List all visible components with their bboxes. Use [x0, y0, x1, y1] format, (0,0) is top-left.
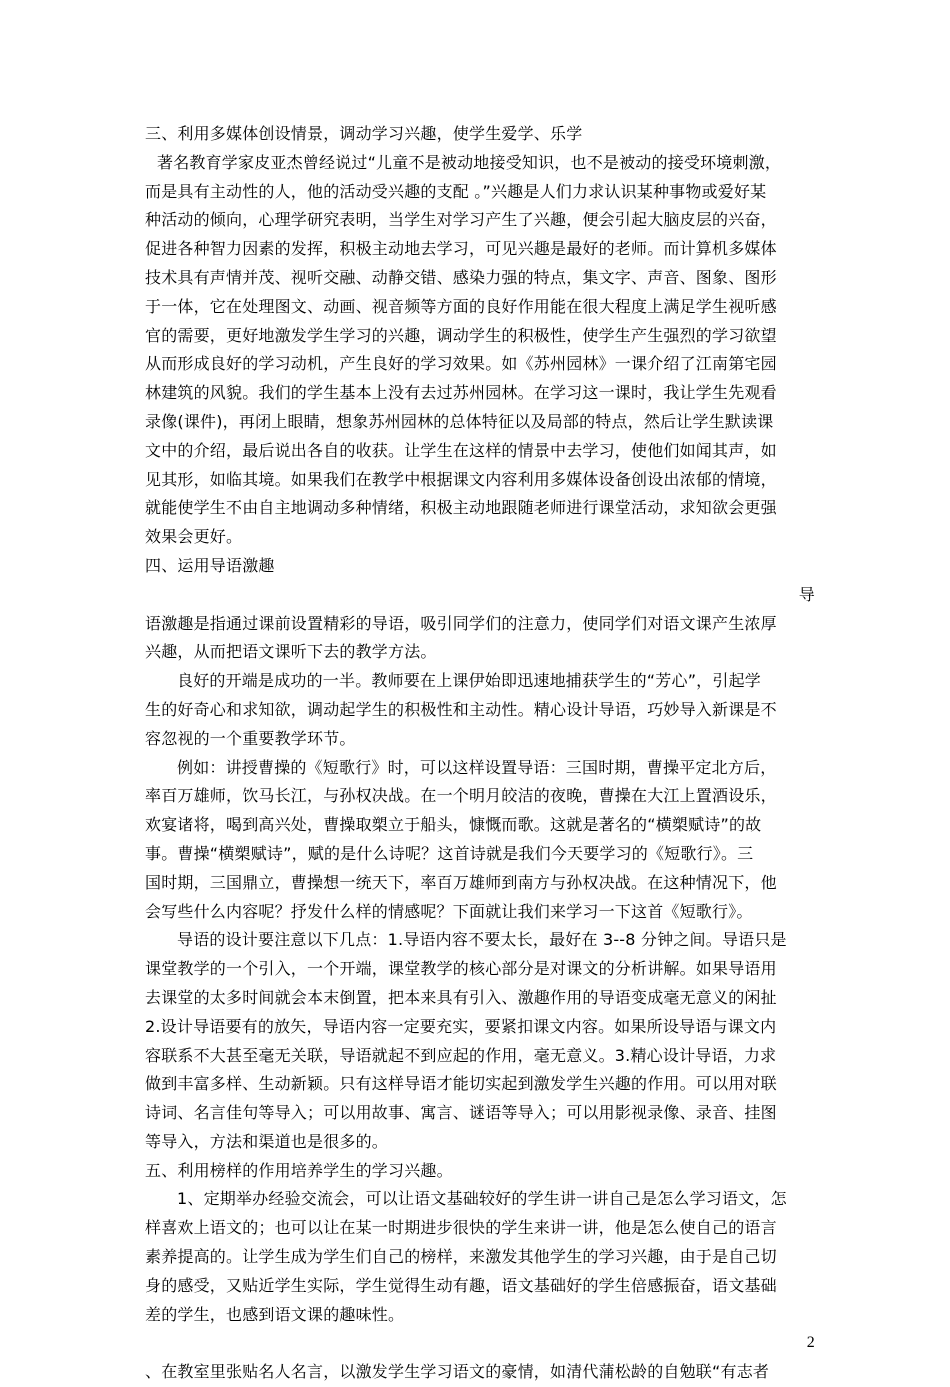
text-line: 事。曹操“横槊赋诗”，赋的是什么诗呢？这首诗就是我们今天要学习的《短歌行》。三 [145, 843, 754, 863]
text-line: 录像(课件)，再闭上眼睛，想象苏州园林的总体特征以及局部的特点，然后让学生默读课 [145, 411, 774, 431]
text-line: 会写些什么内容呢？抒发什么样的情感呢？下面就让我们来学习一下这首《短歌行》。 [145, 901, 753, 921]
text-line: 官的需要，更好地激发学生学习的兴趣，调动学生的积极性，使学生产生强烈的学习欲望 [145, 325, 777, 345]
text-line: 国时期，三国鼎立，曹操想一统天下，率百万雄师到南方与孙权决战。在这种情况下，他 [145, 872, 777, 892]
text-line: 见其形，如临其境。如果我们在教学中根据课文内容利用多媒体设备创设出浓郁的情境， [145, 469, 777, 489]
text-line: 效果会更好。 [145, 527, 243, 547]
text-line: 著名教育学家皮亚杰曾经说过“儿童不是被动地接受知识，也不是被动的接受环境刺激， [157, 152, 782, 172]
text-line: 文中的介绍，最后说出各自的收获。让学生在这样的情景中去学习，使他们如闻其声，如 [145, 440, 777, 460]
text-line: 做到丰富多样、生动新颖。只有这样导语才能切实起到激发学生兴趣的作用。可以用对联 [145, 1074, 777, 1094]
text-line: 课堂教学的一个引入，一个开端，课堂教学的核心部分是对课文的分析讲解。如果导语用 [145, 959, 777, 979]
text-line: 种活动的倾向，心理学研究表明，当学生对学习产生了兴趣，便会引起大脑皮层的兴奋， [145, 210, 777, 230]
section-heading: 四、运用导语激趣 [145, 555, 275, 575]
text-line: 而是具有主动性的人，他的活动受兴趣的支配 。”兴趣是人们力求认识某种事物或爱好某 [145, 181, 767, 201]
text-line: 等导入，方法和渠道也是很多的。 [145, 1131, 389, 1151]
text-line: 样喜欢上语文的；也可以让在某一时期进步很快的学生来讲一讲，他是怎么使自己的语言 [145, 1218, 777, 1238]
text-line: 良好的开端是成功的一半。教师要在上课伊始即迅速地捕获学生的“芳心”，引起学 [177, 671, 761, 691]
text-line: 导 [798, 584, 815, 604]
text-line: 1、定期举办经验交流会，可以让语文基础较好的学生讲一讲自己是怎么学习语文，怎 [177, 1189, 787, 1209]
document-page [145, 120, 815, 1387]
text-line: 语激趣是指通过课前设置精彩的导语，吸引同学们的注意力，使同学们对语文课产生浓厚 [145, 613, 777, 633]
text-line: 去课堂的太多时间就会本末倒置，把本来具有引入、激趣作用的导语变成毫无意义的闲扯 [145, 987, 777, 1007]
text-line: 于一体，它在处理图文、动画、视音频等方面的良好作用能在很大程度上满足学生视听感 [145, 296, 777, 316]
text-line: 、在教室里张贴名人名言，以激发学生学习语文的豪情，如清代蒲松龄的自勉联“有志者 [145, 1362, 770, 1382]
text-line: 容忽视的一个重要教学环节。 [145, 728, 356, 748]
text-line: 就能使学生不由自主地调动多种情绪，积极主动地跟随老师进行课堂活动，求知欲会更强 [145, 498, 777, 518]
text-line: 容联系不大甚至毫无关联，导语就起不到应起的作用，毫无意义。3.精心设计导语，力求 [145, 1045, 777, 1065]
text-line: 生的好奇心和求知欲，调动起学生的积极性和主动性。精心设计导语，巧妙导入新课是不 [145, 699, 777, 719]
text-line: 诗词、名言佳句等导入；可以用故事、寓言、谜语等导入；可以用影视录像、录音、挂图 [145, 1103, 777, 1123]
text-line: 促进各种智力因素的发挥，积极主动地去学习，可见兴趣是最好的老师。而计算机多媒体 [145, 239, 777, 259]
text-line: 率百万雄师，饮马长江，与孙权决战。在一个明月皎洁的夜晚，曹操在大江上置酒设乐， [145, 786, 777, 806]
text-line: 兴趣，从而把语文课听下去的教学方法。 [145, 642, 437, 662]
text-line: 素养提高的。让学生成为学生们自己的榜样，来激发其他学生的学习兴趣，由于是自己切 [145, 1247, 777, 1267]
section-heading: 五、利用榜样的作用培养学生的学习兴趣。 [145, 1160, 453, 1180]
page-number: 2 [806, 1334, 815, 1352]
text-line: 林建筑的风貌。我们的学生基本上没有去过苏州园林。在学习这一课时，我让学生先观看 [145, 383, 777, 403]
text-line: 差的学生，也感到语文课的趣味性。 [145, 1304, 405, 1324]
text-line: 技术具有声情并茂、视听交融、动静交错、感染力强的特点，集文字、声音、图象、图形 [145, 267, 777, 287]
section-heading: 三、利用多媒体创设情景，调动学习兴趣，使学生爱学、乐学 [145, 124, 583, 143]
text-line: 欢宴诸将，喝到高兴处，曹操取槊立于船头，慷慨而歌。这就是著名的“横槊赋诗”的故 [145, 815, 762, 835]
text-line: 2.设计导语要有的放矢，导语内容一定要充实，要紧扣课文内容。如果所设导语与课文内 [145, 1016, 777, 1036]
text-line: 身的感受，又贴近学生实际，学生觉得生动有趣，语文基础好的学生倍感振奋，语文基础 [145, 1275, 777, 1295]
text-line: 从而形成良好的学习动机，产生良好的学习效果。如《苏州园林》一课介绍了江南第宅园 [145, 354, 777, 374]
text-line: 例如：讲授曹操的《短歌行》时，可以这样设置导语：三国时期，曹操平定北方后， [177, 757, 777, 777]
text-line: 导语的设计要注意以下几点：1.导语内容不要太长，最好在 3--8 分钟之间。导语只是 [177, 930, 787, 950]
